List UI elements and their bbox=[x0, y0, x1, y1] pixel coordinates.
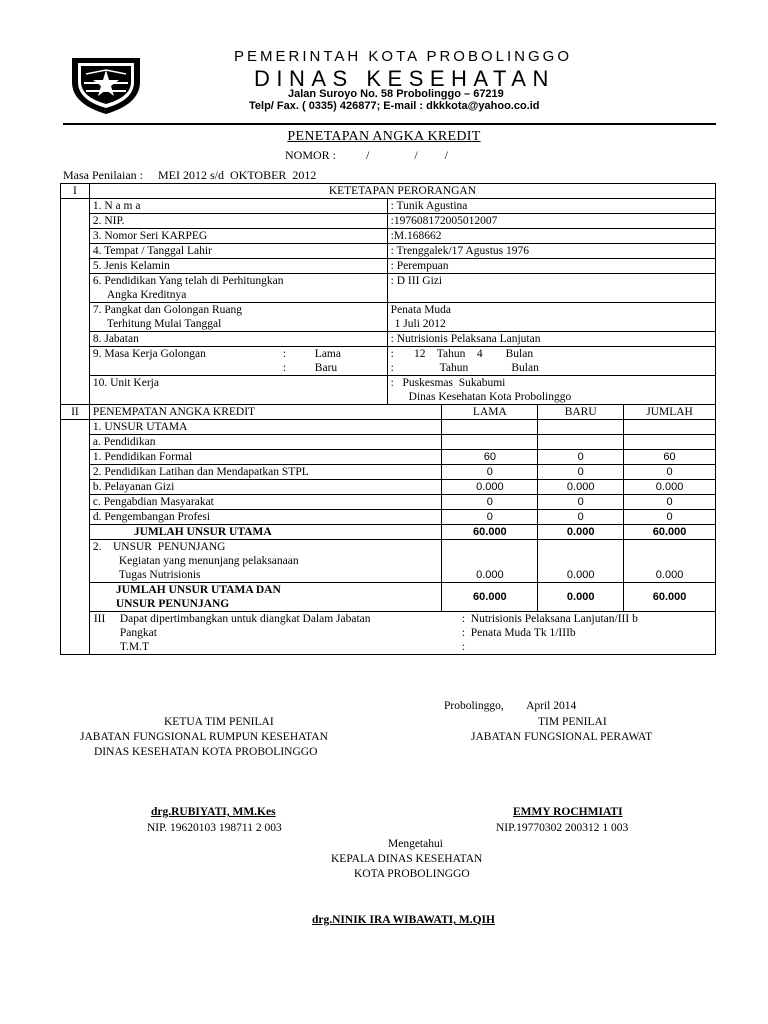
left-signer-title: KETUA TIM PENILAI bbox=[164, 716, 274, 728]
header-contact: Telp/ Fax. ( 0335) 426877; E-mail : dkkkota@yahoo.co.id bbox=[249, 100, 540, 112]
table-row: 4. Tempat / Tanggal Lahir : Trenggalek/17 Agustus 1976 bbox=[61, 244, 716, 259]
table-row: b. Pelayanan Gizi 0.000 0.000 0.000 bbox=[61, 480, 716, 495]
header-government: PEMERINTAH KOTA PROBOLINGGO bbox=[234, 48, 572, 65]
header-address: Jalan Suroyo No. 58 Probolinggo – 67219 bbox=[288, 88, 504, 100]
total-row: JUMLAH UNSUR UTAMA DAN UNSUR PENUNJANG 60.000 0.000 60.000 bbox=[61, 583, 716, 612]
acknowledge-label: Mengetahui bbox=[388, 838, 443, 850]
head-agency: KOTA PROBOLINGGO bbox=[354, 868, 470, 880]
table-row: d. Pengembangan Profesi 0 0 0 bbox=[61, 510, 716, 525]
table-row: 1. UNSUR UTAMA bbox=[61, 420, 716, 435]
right-signer-title: TIM PENILAI bbox=[538, 716, 607, 728]
right-signer-nip: NIP.19770302 200312 1 003 bbox=[496, 822, 629, 834]
place-date: Probolinggo, April 2014 bbox=[444, 700, 577, 712]
table-row: 2. NIP. :197608172005012007 bbox=[61, 214, 716, 229]
credit-table bbox=[60, 183, 716, 655]
left-signer-name: drg.RUBIYATI, MM.Kes bbox=[151, 806, 276, 818]
table-row: 7. Pangkat dan Golongan Ruang Terhitung Mulai Tanggal Penata Muda 1 Juli 2012 bbox=[61, 303, 716, 332]
table-row: 2. Pendidikan Latihan dan Mendapatkan STPL 0 0 0 bbox=[61, 465, 716, 480]
section-iii: III Dapat dipertimbangkan untuk diangkat Dalam Jabatan Pangkat T.M.T : Nutrisionis Pelaksana Lanjutan/III b : Penata Muda Tk 1/IIIb : bbox=[61, 612, 716, 655]
assessment-period: Masa Penilaian : MEI 2012 s/d OKTOBER 2012 bbox=[63, 168, 317, 182]
section-ii-heading: II PENEMPATAN ANGKA KREDIT LAMA BARU JUMLAH bbox=[61, 405, 716, 420]
left-signer-unit: JABATAN FUNGSIONAL RUMPUN KESEHATAN bbox=[80, 731, 328, 743]
right-signer-name: EMMY ROCHMIATI bbox=[513, 806, 623, 818]
logo-emblem-icon bbox=[66, 52, 146, 116]
table-row: 1. N a m a : Tunik Agustina bbox=[61, 199, 716, 214]
table-row: 2. UNSUR PENUNJANG Kegiatan yang menunjang pelaksanaan Tugas Nutrisionis 0.000 0.000 0.000 bbox=[61, 540, 716, 583]
table-row: 6. Pendidikan Yang telah di Perhitungkan Angka Kreditnya : D III Gizi bbox=[61, 274, 716, 303]
table-row: 1. Pendidikan Formal 60 0 60 bbox=[61, 450, 716, 465]
left-signer-nip: NIP. 19620103 198711 2 003 bbox=[147, 822, 282, 834]
document-number: NOMOR : / / / bbox=[285, 148, 449, 162]
right-signer-unit: JABATAN FUNGSIONAL PERAWAT bbox=[471, 731, 653, 743]
subtotal-row: JUMLAH UNSUR UTAMA 60.000 0.000 60.000 bbox=[61, 525, 716, 540]
table-row: c. Pengabdian Masyarakat 0 0 0 bbox=[61, 495, 716, 510]
document-title: PENETAPAN ANGKA KREDIT bbox=[287, 129, 481, 144]
head-title: KEPALA DINAS KESEHATAN bbox=[331, 853, 483, 865]
table-row: 8. Jabatan : Nutrisionis Pelaksana Lanjutan bbox=[61, 332, 716, 347]
left-signer-agency: DINAS KESEHATAN KOTA PROBOLINGGO bbox=[94, 746, 318, 758]
header-agency: DINAS KESEHATAN bbox=[254, 66, 555, 91]
table-row: 3. Nomor Seri KARPEG :M.168662 bbox=[61, 229, 716, 244]
table-row: a. Pendidikan bbox=[61, 435, 716, 450]
section-i-heading: I KETETAPAN PERORANGAN bbox=[61, 184, 716, 199]
head-name: drg.NINIK IRA WIBAWATI, M.QIH bbox=[312, 914, 495, 926]
table-row: 10. Unit Kerja : Puskesmas Sukabumi Dinas Kesehatan Kota Probolinggo bbox=[61, 376, 716, 405]
table-row: 9. Masa Kerja Golongan : Lama : Baru : 12 Tahun 4 Bulan : Tahun Bulan bbox=[61, 347, 716, 376]
header-divider bbox=[63, 123, 716, 125]
table-row: 5. Jenis Kelamin : Perempuan bbox=[61, 259, 716, 274]
